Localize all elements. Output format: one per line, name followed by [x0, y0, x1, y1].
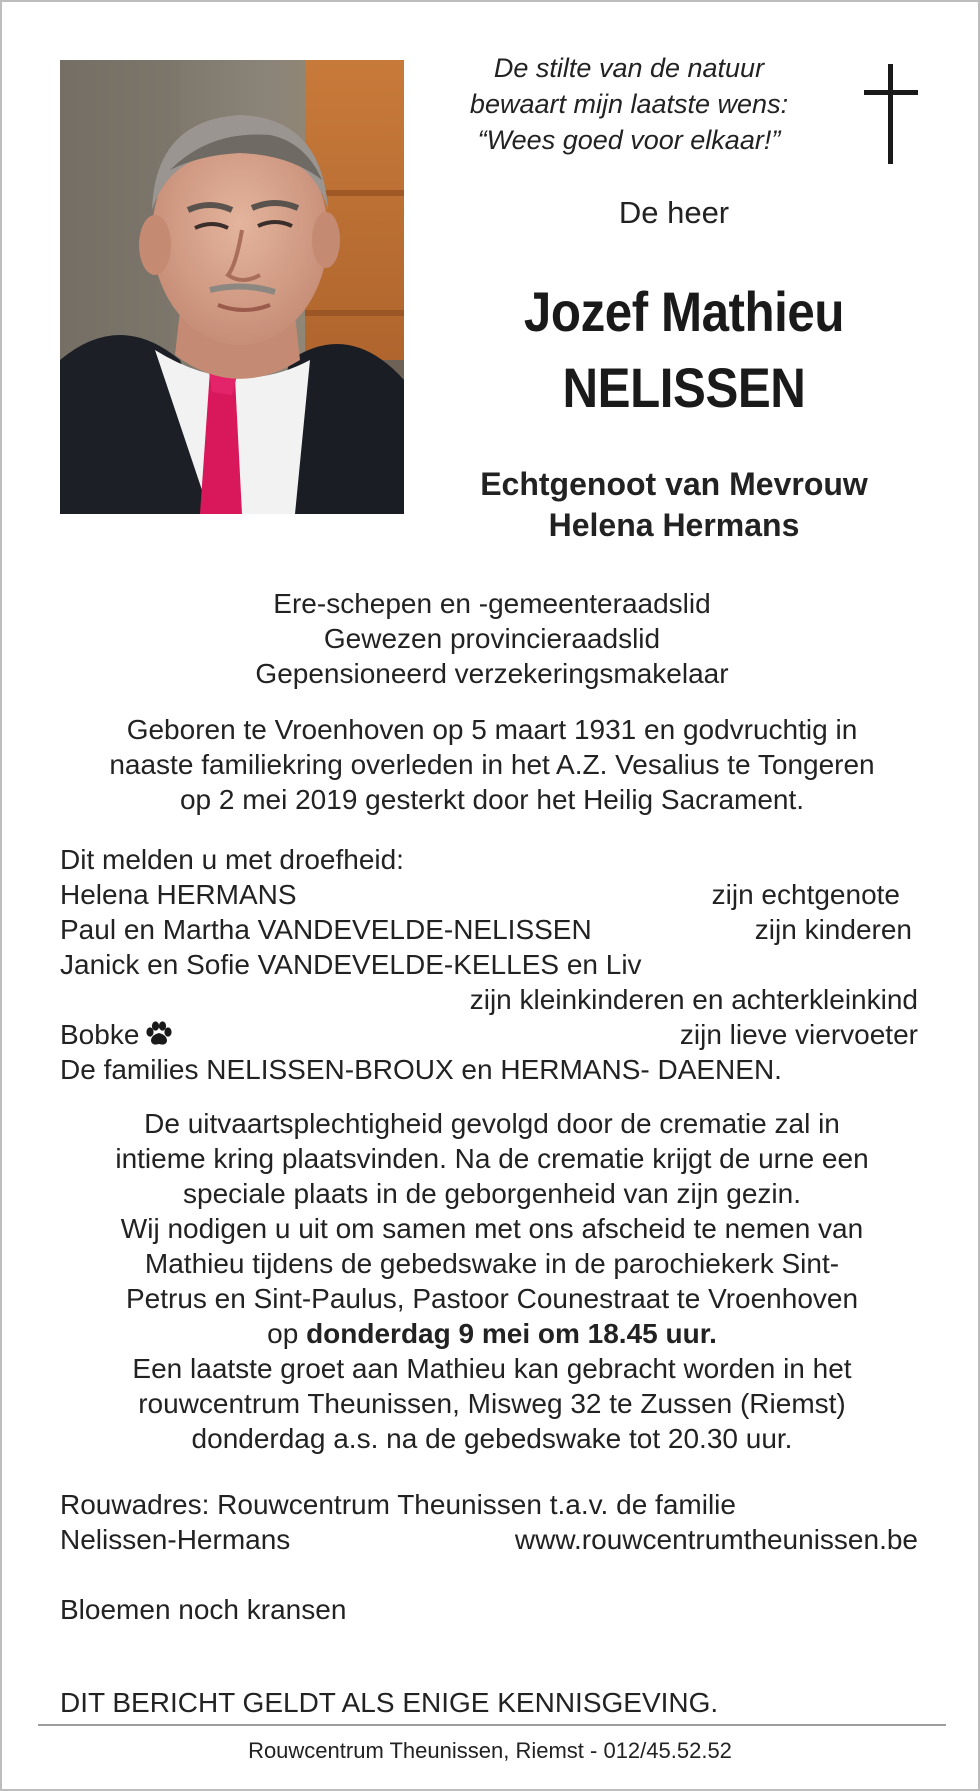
family-row [60, 877, 918, 912]
notice-text: DIT BERICHT GELDT ALS ENIGE KENNISGEVING. [60, 1687, 719, 1718]
title-line: Ere-schepen en -gemeenteraadslid [273, 588, 711, 619]
family-name: Helena HERMANS [60, 879, 297, 910]
address-text: Rouwadres: Rouwcentrum Theunissen t.a.v. de familie [60, 1489, 736, 1520]
family-name: De families NELISSEN-BROUX en HERMANS- DAENEN. [60, 1054, 782, 1085]
family-relation: zijn echtgenote [711, 879, 900, 910]
ceremony-date-line [42, 1316, 942, 1351]
cross-icon [862, 64, 920, 164]
quote-line: bewaart mijn laatste wens: [469, 89, 789, 119]
family-relation: zijn kinderen [754, 914, 912, 945]
family-row [60, 1017, 918, 1052]
family-name: Janick en Sofie VANDEVELDE-KELLES en Liv [60, 949, 642, 980]
last-name: NELISSEN [562, 356, 806, 419]
ceremony-line: rouwcentrum Theunissen, Misweg 32 te Zussen (Riemst) [138, 1388, 846, 1419]
birth-death-line: Geboren te Vroenhoven op 5 maart 1931 en godvruchtig in [126, 714, 858, 745]
family-row [60, 947, 918, 982]
quote-block [414, 50, 844, 158]
address-line [60, 1487, 918, 1522]
first-names: Jozef Mathieu [523, 280, 845, 343]
ceremony-line: De uitvaartsplechtigheid gevolgd door de crematie zal in [144, 1108, 840, 1139]
ceremony-line: Een laatste groet aan Mathieu kan gebracht worden in het [132, 1353, 852, 1384]
quote-line: “Wees goed voor elkaar!” [477, 125, 781, 155]
spouse-line: Echtgenoot van Mevrouw [480, 466, 868, 502]
family-name: Paul en Martha VANDEVELDE-NELISSEN [60, 914, 592, 945]
family-row [60, 982, 918, 1017]
notice-line [60, 1685, 918, 1720]
ceremony-date: donderdag 9 mei om 18.45 uur. [306, 1318, 717, 1349]
family-row [60, 1052, 918, 1087]
spouse-block [414, 464, 934, 546]
ceremony-line: Mathieu tijdens de gebedswake in de parochiekerk Sint- [144, 1248, 840, 1279]
family-name-with-icon [60, 1017, 173, 1055]
title-line: Gewezen provincieraadslid [323, 623, 661, 654]
address-family: Nelissen-Hermans [60, 1524, 291, 1555]
ceremony-line: Wij nodigen u uit om samen met ons afscheid te nemen van [120, 1213, 864, 1244]
portrait-photo [60, 60, 404, 514]
address-line [60, 1522, 918, 1557]
birth-death-block [42, 712, 942, 817]
salutation: De heer [618, 195, 730, 230]
family-relation: zijn kleinkinderen en achterkleinkind [469, 984, 918, 1015]
paw-icon [145, 1020, 173, 1055]
ceremony-line: donderdag a.s. na de gebedswake tot 20.30 uur. [191, 1423, 793, 1454]
quote-line: De stilte van de natuur [493, 53, 765, 83]
ceremony-line: intieme kring plaatsvinden. Na de crematie krijgt de urne een [115, 1143, 869, 1174]
family-row [60, 912, 918, 947]
birth-death-line: op 2 mei 2019 gesterkt door het Heilig Sacrament. [179, 784, 805, 815]
family-relation: zijn lieve viervoeter [679, 1019, 918, 1050]
website-link[interactable]: www.rouwcentrumtheunissen.be [514, 1524, 918, 1555]
ceremony-line: speciale plaats in de geborgenheid van zijn gezin. [183, 1178, 801, 1209]
footer-text: Rouwcentrum Theunissen, Riemst - 012/45.52.52 [248, 1738, 732, 1763]
family-intro-text: Dit melden u met droefheid: [60, 844, 404, 875]
family-name: Bobke [60, 1019, 140, 1050]
birth-death-line: naaste familiekring overleden in het A.Z. Vesalius te Tongeren [109, 749, 875, 780]
ceremony-line: Petrus en Sint-Paulus, Pastoor Counestraat te Vroenhoven [125, 1283, 859, 1314]
divider [38, 1724, 946, 1726]
flowers-note [60, 1592, 918, 1627]
portrait-illustration [60, 60, 404, 514]
titles-block [42, 586, 942, 691]
flowers-text: Bloemen noch kransen [60, 1594, 347, 1625]
family-intro [60, 842, 918, 877]
date-prefix: op [267, 1318, 299, 1349]
ceremony-block [42, 1106, 942, 1456]
spouse-line: Helena Hermans [548, 507, 800, 543]
deceased-name [446, 274, 921, 426]
title-line: Gepensioneerd verzekeringsmakelaar [255, 658, 729, 689]
